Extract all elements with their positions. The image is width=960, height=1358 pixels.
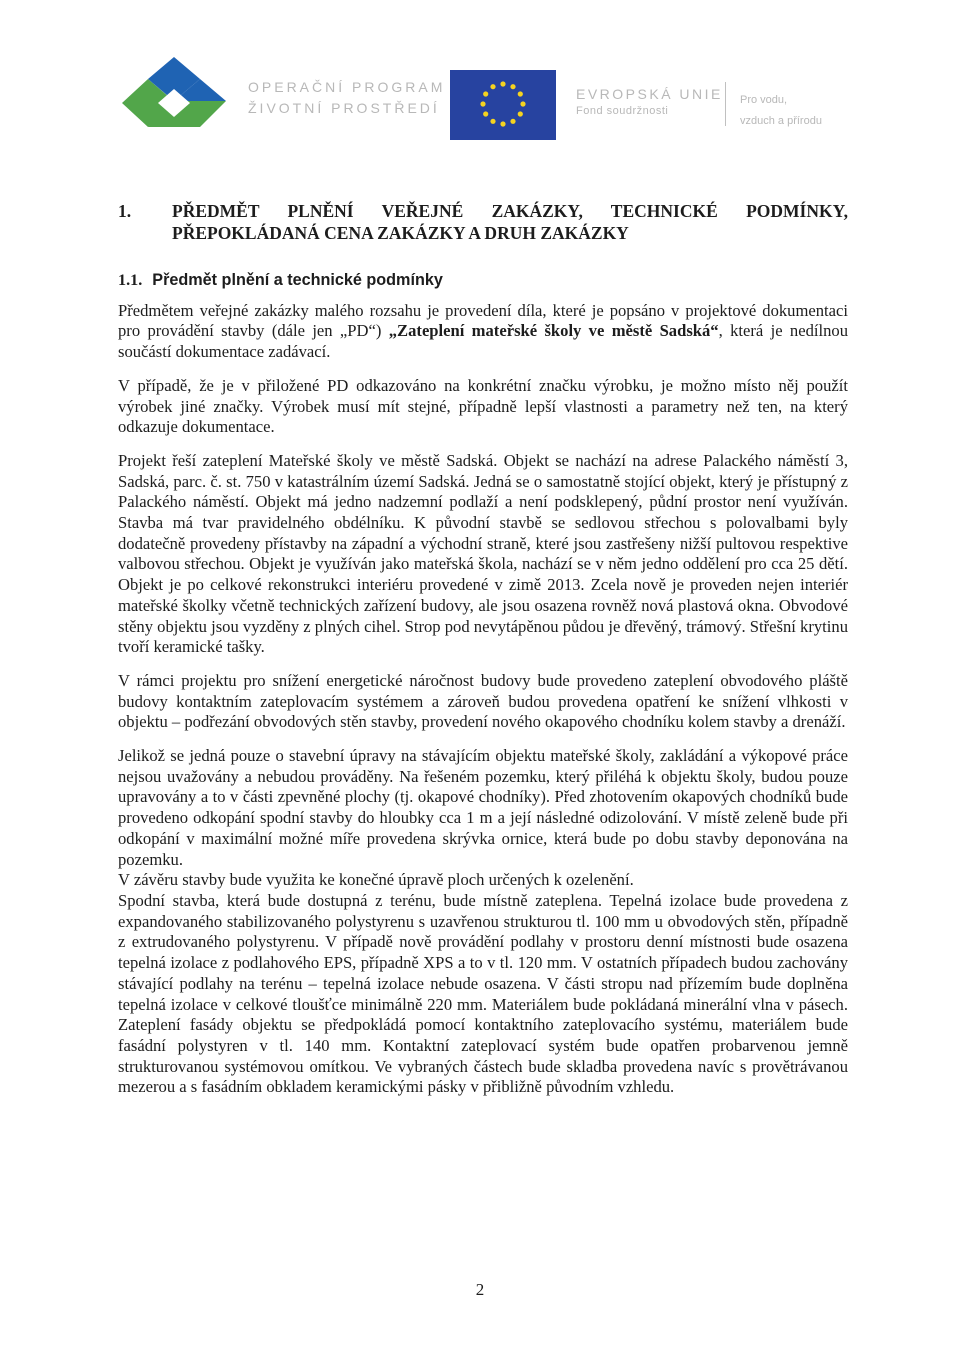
- motto: [740, 90, 822, 132]
- paragraph-1: [118, 301, 848, 363]
- eu-flag-icon: [450, 70, 556, 140]
- paragraph-1-start: Předmětem veřejné zakázky malého rozsahu je provedení díla, které je popsáno v projektové dokumentaci pro provádění stavby (dále jen „PD“): [118, 300, 848, 341]
- op-line-2: ŽIVOTNÍ PROSTŘEDÍ: [248, 100, 440, 116]
- motto-line-2: vzduch a přírodu: [740, 115, 822, 127]
- paragraph-7: Spodní stavba, která bude dostupná z terénu, bude místně zateplena. Tepelná izolace bude provedena z expandovaného stabilizovaného polystyrenu s uzavřenou strukturou tl. 100 mm u obvodových stěn, případně z extrudovaného polystyrenu. V případě nově provádění podlahy v prostoru denní místnosti bude osazena tepelná izolace z podlahového EPS, případně XPS a to v tl. 120 mm. V ostatních případech budou zachovány stávající podlahy na terénu – tepelná izolace nebude osazena. V části stropu nad přízemím bude doplněna tepelná izolace v celkové tloušťce minimálně 220 mm. Materiálem bude pokládaná minerální vlna v pásech. Zateplení fasády objektu se předpokládá pomocí kontaktního zateplovacího systému, materiálem bude fasádní polystyren v tl. 140 mm. Kontaktní zateplovací systém bude opatřen probarvenou jemně strukturovanou systémovou omítkou. Ve vybraných částech bude skladba provedena navíc s provětrávanou mezerou a s fasádním obkladem keramickými pásky v přibližně původním vzhledu.: [118, 890, 848, 1097]
- subsection-heading: [118, 270, 848, 291]
- page-header: [118, 52, 858, 152]
- page-number: 2: [475, 1280, 485, 1299]
- section-heading: [108, 200, 848, 244]
- eu-fund: Fond soudržnosti: [576, 105, 669, 117]
- section-title-line-2: PŘEPOKLÁDANÁ CENA ZAKÁZKY A DRUH ZAKÁZKY: [172, 223, 629, 243]
- paragraph-3: Projekt řeší zateplení Mateřské školy ve městě Sadská. Objekt se nachází na adrese Palackého náměstí 3, Sadská, parc. č. st. 750 v katastrálním území Sadská. Jedná se o samostatně stojící objekt, který je přístupný z Palackého náměstí. Objekt má jedno nadzemní podlaží a není podsklepený, půdní prostor není využíván. Stavba má tvar pravidelného obdélníku. K původní stavbě se sedlovou střechou s polovalbami byly dodatečně provedeny přístavby na západní a východní straně, které jsou zastřešeny nižší pultovou respektive valbovou střechou. Objekt je využíván jako mateřská škola, nachází se v něm jedno oddělení pro cca 25 dětí. Objekt je po celkové rekonstrukci interiéru provedené v zimě 2013. Zcela nově je proveden nejen interiér mateřské školky včetně technických zařízení budovy, ale jsou osazena rovněž nová plastová okna. Obvodové stěny objektu jsou vyzděny z plných cihel. Strop pod nevytápěnou půdou je dřevěný, trámový. Střešní krytinu tvoří keramické tašky.: [118, 450, 848, 657]
- document-body: [108, 200, 848, 1111]
- eu-title: EVROPSKÁ UNIE: [576, 86, 723, 102]
- section-title: [172, 200, 848, 244]
- paragraph-1-end: , která je nedílnou součástí dokumentace zadávací.: [118, 321, 848, 362]
- op-line-1: OPERAČNÍ PROGRAM: [248, 79, 446, 95]
- paragraph-4: V rámci projektu pro snížení energetické náročnost budovy bude provedeno zateplení obvodového pláště budovy kontaktním zateplovacím systémem a zároveň budou provedena opatření ke snížení vlhkosti v objektu – podřezání obvodových stěn stavby, provedení nového okapového chodníku kolem stavby a drenáží.: [118, 670, 848, 732]
- motto-line-1: Pro vodu,: [740, 94, 788, 106]
- paragraph-2: V případě, že je v přiložené PD odkazováno na konkrétní značku výrobku, je možno místo něj použít výrobek jiné značky. Výrobek musí mít stejné, případně lepší vlastnosti a parametry než ten, na který odkazuje dokumentace.: [118, 375, 848, 437]
- op-zp-logo-icon: [118, 57, 230, 147]
- op-program-name: [248, 77, 445, 119]
- section-number: 1.: [118, 201, 132, 221]
- eu-label: [576, 85, 723, 119]
- subsection-title: Předmět plnění a technické podmínky: [152, 271, 443, 289]
- paragraph-6: V závěru stavby bude využita ke konečné úpravě ploch určených k ozelenění.: [118, 870, 634, 890]
- project-name: „Zateplení mateřské školy ve městě Sadská“: [388, 321, 719, 341]
- subsection-number: 1.1.: [118, 271, 143, 289]
- section-title-line-1: PŘEDMĚT PLNĚNÍ VEŘEJNÉ ZAKÁZKY, TECHNICKÉ PODMÍNKY,: [172, 201, 848, 221]
- header-divider: [725, 82, 726, 126]
- paragraph-5: Jelikož se jedná pouze o stavební úpravy na stávajícím objektu mateřské školy, zakládání a výkopové práce nejsou uvažovány a nebudou prováděny. Na řešeném pozemku, který přiléhá k objektu školy, budou pouze upravovány a to v části zpevněné plochy (tj. okapové chodníky). Před zhotovením okapových chodníků bude provedeno odkopání spodní stavby do hloubky cca 1 m a její následné odizolování. V místě zeleně bude při odkopání v maximální možné míře provedena skrývka ornice, která bude po dobu stavby deponována na pozemku.: [118, 746, 848, 869]
